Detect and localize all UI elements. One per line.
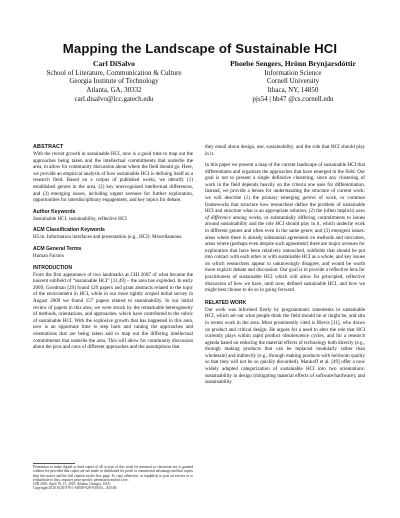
author-block-1 [44, 60, 184, 104]
related-work-heading: RELATED WORK [205, 299, 247, 306]
author-email: pjs54 | hb47 @cs.cornell.edu [252, 94, 334, 103]
related-work-text: Our work was informed firstly by programmatic statements in sustainable HCI, which set out what people think the field should be or might be, and situ in recent work in the area. Most prominently cited is Blevis [11], who draws on product and critical design. He argues for a need to alter the role that HCI currently plays within rapid product obsolescence cycles, and for a research agenda based on reducing the material effects of technology both directly (e.g., through making products that can be replaced modularly rather than wholesale) and indirectly (e.g., through making products with heirloom quality so that they will not be so quickly discarded). Mankoff et al. [49] offer a now widely adopted categorization of sustainable HCI into two orientations: sustainability in design (mitigating material effects of software/hardware); and sustainability [205, 306, 365, 386]
paper-title: Mapping the Landscape of Sustainable HCI [62, 41, 338, 56]
author-email: carl.disalvo@lcc.gatech.edu [74, 94, 154, 103]
author-address: Atlanta, GA, 30332 [86, 86, 142, 95]
keywords-heading: Author Keywords [33, 208, 76, 215]
author-affiliation: Cornell University [266, 77, 320, 86]
author-affiliation: Georgia Institute of Technology [69, 77, 159, 86]
introduction-text: From the first appearance of two landmarks at CHI 2007 of what became the nascent subfield of “sustainable HCI” [11,49] – the area has exploded. In early 2009, Goodman [29] found 120 papers and grant abstracts related to the topic of the environment in HCI, while in our more tightly scoped initial survey in August 2009 we found 157 papers related to sustainability. In our initial review of papers in this area, we were struck by the remarkable heterogeneity of methods, orientations, and approaches, which have contributed to the rubric of sustainable HCI. With the explosive growth that has happened in this area, now is an opportune time to step back and catalog the approaches and orientations that are being taken and to map out the differing intellectual commitments that underlie the area. This will allow for community discussion about the pros and cons of different approaches and the assumptions that [33, 271, 193, 351]
emphasis-genres: genres [302, 195, 316, 202]
abstract-heading: ABSTRACT [33, 144, 64, 150]
acm-classification-heading: ACM Classification Keywords [33, 227, 105, 234]
introduction-heading: INTRODUCTION [33, 264, 73, 271]
general-terms-text: Human Factors [33, 253, 64, 260]
conference-line: CHI 2010, April 10–15, 2010, Atlanta, Georgia, USA. [33, 482, 111, 487]
footnote-rule [33, 463, 75, 464]
acm-classification-text: H5.m. Information interfaces and presentation (e.g., HCI): Miscellaneous. [33, 234, 183, 241]
author-affiliation: Information Science [264, 68, 322, 77]
keywords-text: Sustainable HCI, sustainability, reflective HCI [33, 215, 127, 222]
copyright-line: Copyright 2010 ACM 978-1-60558-929-9/10/04....$10.00. [33, 486, 118, 491]
permission-text: Permission to make digital or hard copies of all or part of this work for personal or classroom use is granted without fee provided that copies are not made or distributed for profit or commercial advantage and that copies bear this notice and the full citation on the first page. To copy otherwise, or republish, to post on servers or to redistribute to lists, requires prior specific permission and/or a fee. [33, 465, 193, 482]
author-name: Carl DiSalvo [93, 59, 135, 68]
intro-continued-text: they entail about design, use, sustainability, and the role that HCI should play in it. [205, 144, 365, 157]
intro-paragraph: In this paper we present a map of the current landscape of sustainable HCI that differentiates and organizes the approaches that have emerged in the field. Our goal is not to present a single definitive clustering, since any clustering of work in the field depends heavily on the criteria one uses for differentiation. Instead, we provide a lenses for understanding the structure of current work: we will describe (1) the primary emerging genres of work, or common frameworks that structure how researchers define the problem of sustainable HCI and structure what is an appropriate solution; (2) the (often implicit) axes of difference among works, or substantially differing commitments to issues around sustainability and the role HCI should play in it, which underlie work in different genres and often even in the same genre; and (3) emergent issues: areas where there is already substantial agreement on methods and outcomes, areas where (perhaps even despite such agreement) there are major avenues for exploration that have been relatively untouched, subfields that should be put into contact with each other or with sustainable HCI as a whole, and key issues on which researchers appear to unknowingly disagree, and would be worth more explicit debate and discussion. Our goal is to provide a reflective lens for practitioners of sustainable HCI which will allow for principled, reflective discussion of how we have, until now, defined sustainable HCI, and how we might best choose to do so in going forward. [205, 162, 365, 294]
general-terms-heading: ACM General Terms [33, 246, 82, 253]
left-column [33, 144, 193, 351]
emphasis-axes: axes of difference [205, 208, 365, 221]
author-block-2 [218, 60, 368, 104]
abstract-text: With the recent growth in sustainable HCI, now is a good time to map out the approaches being taken and the intellectual commitments that underlie the area, to allow for community discussion about where the field should go. Here, we provide an empirical analysis of how sustainable HCI is defining itself as a research field. Based on a corpus of published works, we identify (1) established genres in the area, (2) key unrecognized intellectual differences, and (3) emerging issues, including urgent avenues for further exploration, opportunities for interdisciplinary engagement, and key topics for debate. [33, 151, 193, 204]
right-column [205, 144, 365, 386]
permission-footnote [33, 465, 193, 491]
author-affiliation: School of Literature, Communication & Culture [46, 68, 182, 77]
author-name: Phoebe Sengers, Hrönn Brynjarsdóttir [230, 59, 356, 68]
author-address: Ithaca, NY, 14850 [267, 86, 319, 95]
